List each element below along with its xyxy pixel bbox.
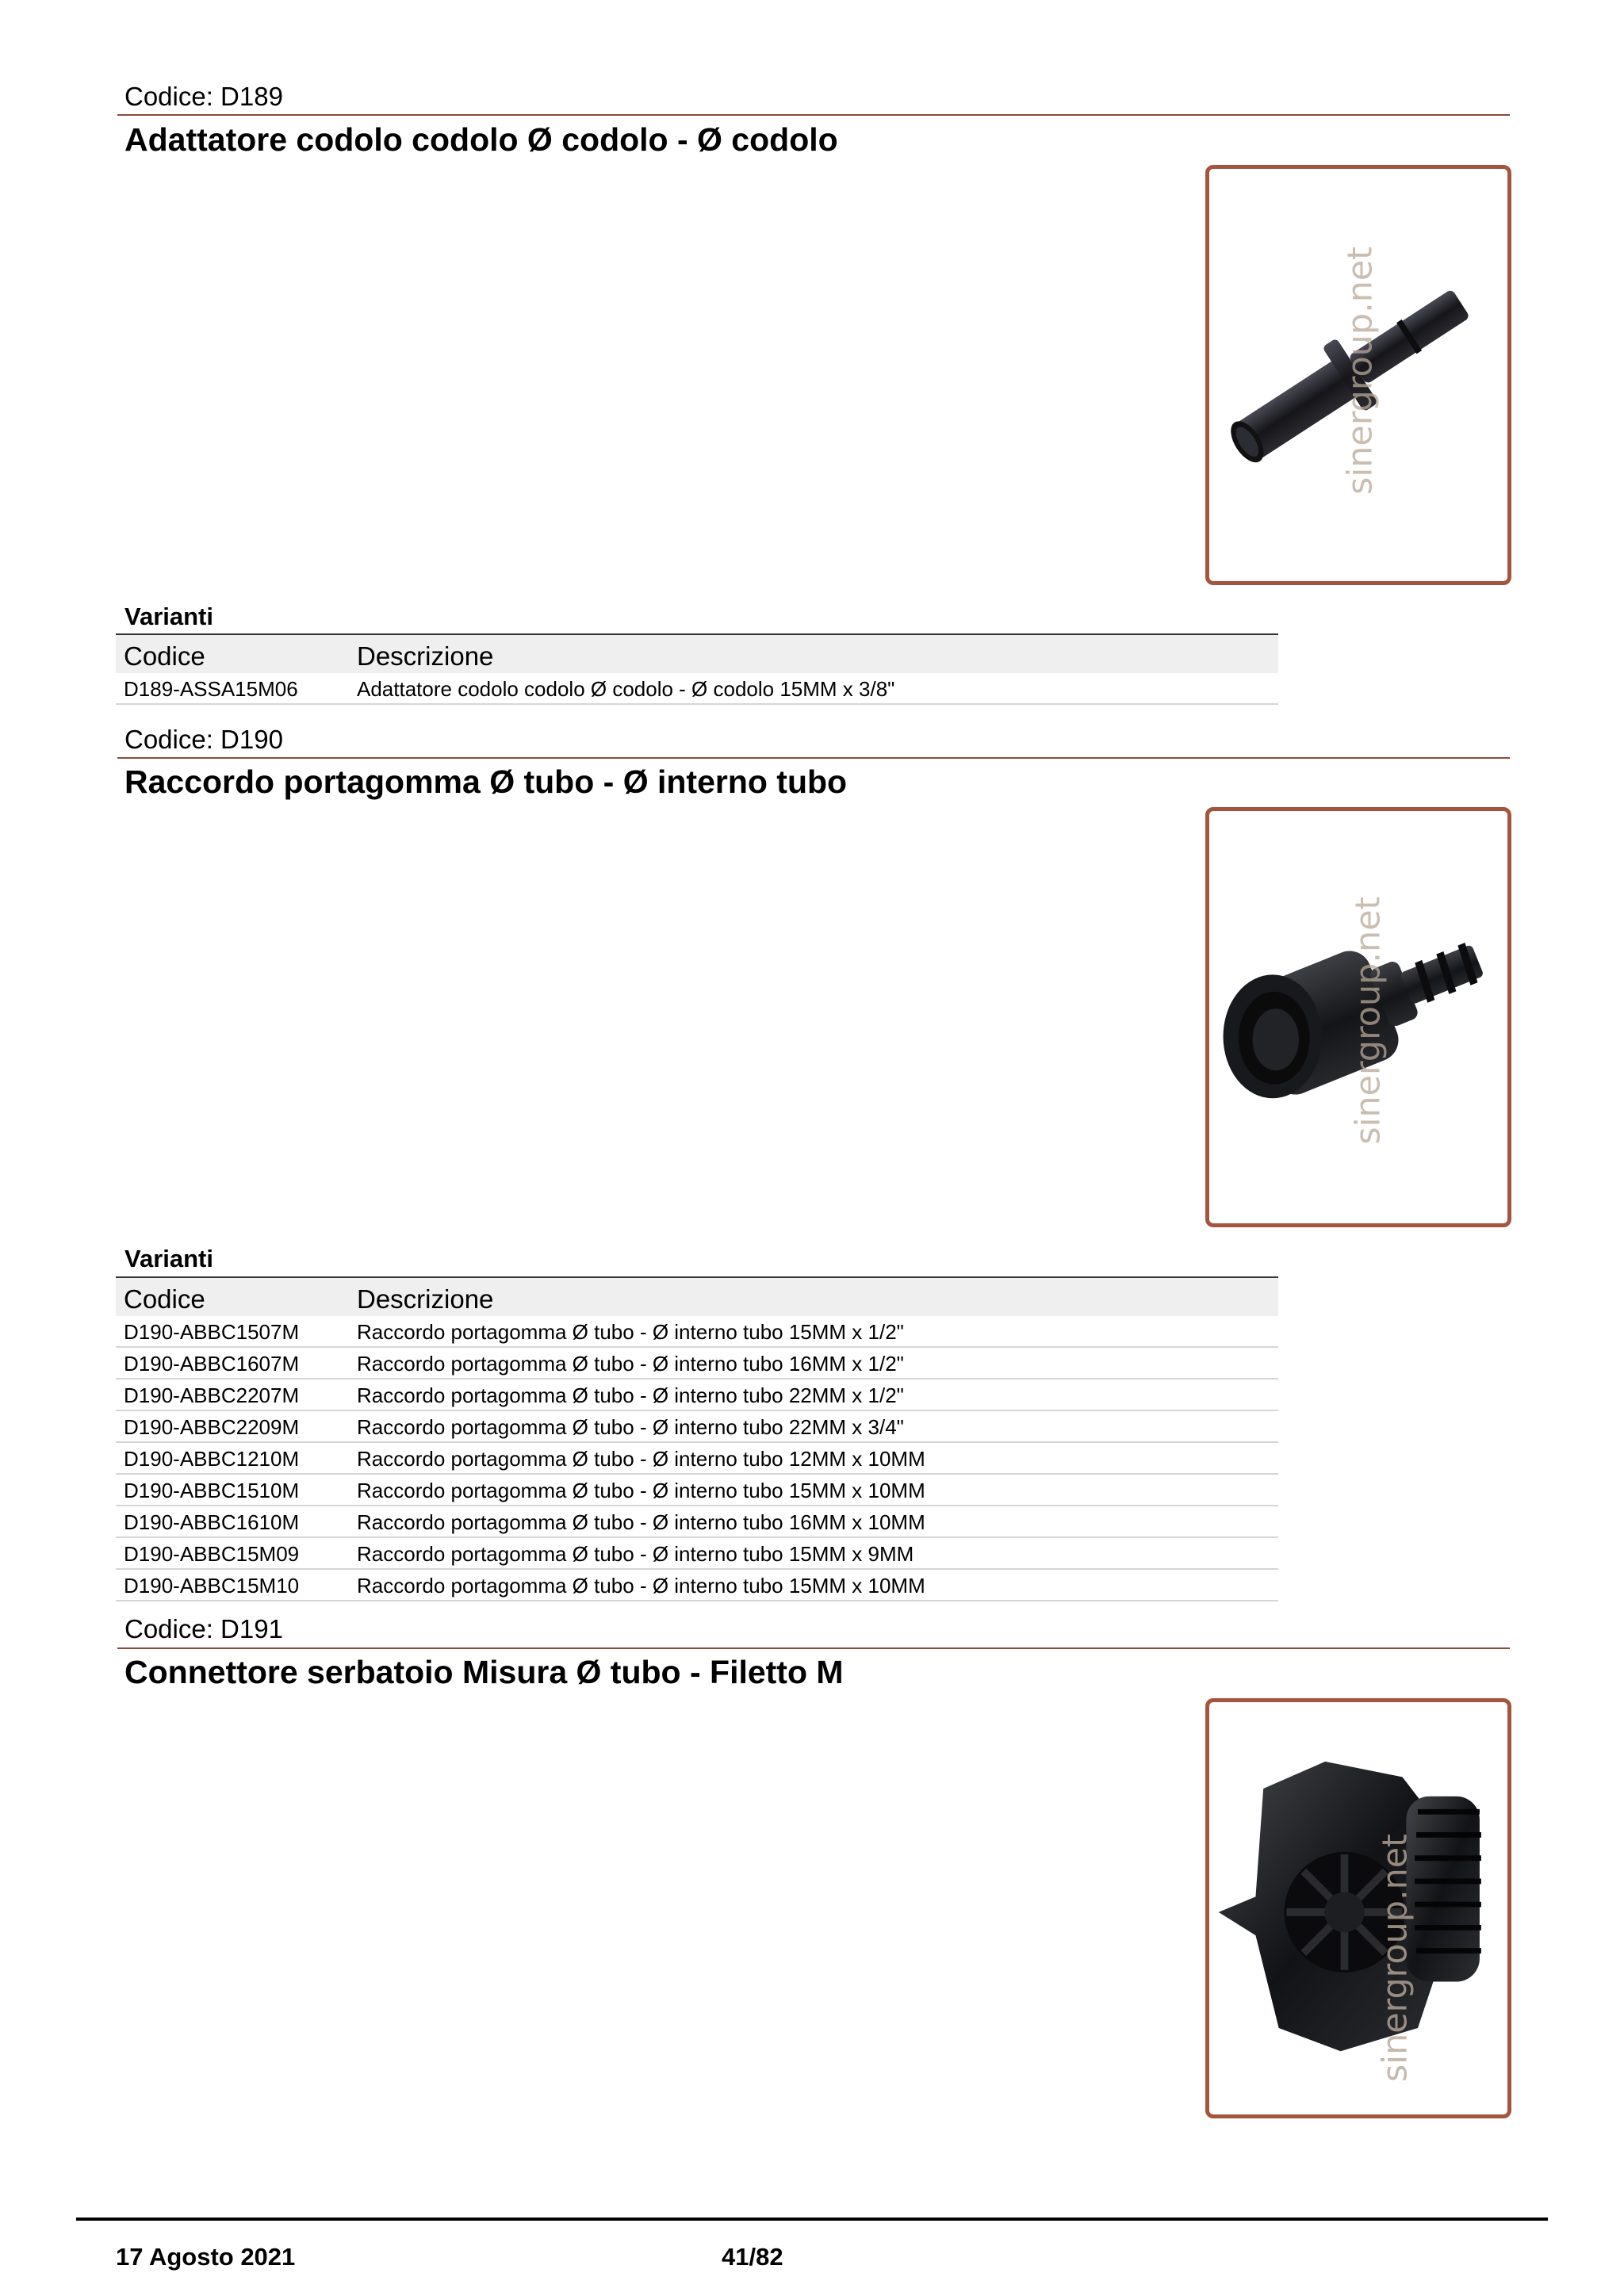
table-row — [116, 1316, 1278, 1347]
variant-code: D190-ABBC1210M — [116, 1442, 349, 1474]
product-title: Raccordo portagomma Ø tubo - Ø interno tubo — [124, 763, 848, 800]
variant-description: Adattatore codolo codolo Ø codolo - Ø codolo 15MM x 3/8" — [349, 673, 1278, 704]
footer-date: 17 Agosto 2021 — [116, 2243, 296, 2271]
product-photo — [1205, 165, 1511, 585]
varianti-heading: Varianti — [124, 603, 213, 630]
column-header-codice: Codice — [116, 634, 349, 673]
table-row — [116, 1410, 1278, 1442]
variant-description: Raccordo portagomma Ø tubo - Ø interno tubo 22MM x 1/2" — [349, 1379, 1278, 1410]
table-row — [116, 1506, 1278, 1537]
product-code-label: Codice: D190 — [124, 725, 283, 754]
variant-description: Raccordo portagomma Ø tubo - Ø interno tubo 15MM x 10MM — [349, 1569, 1278, 1601]
section-divider — [117, 1647, 1510, 1649]
watermark-text: sinergroup.net — [1375, 1834, 1415, 2083]
table-row — [116, 1442, 1278, 1474]
table-row — [116, 1474, 1278, 1506]
table-row — [116, 1379, 1278, 1410]
tank-connector-image — [1209, 1702, 1507, 2114]
table-header-row — [116, 634, 1278, 673]
variant-code: D190-ABBC1610M — [116, 1506, 349, 1537]
product-photo — [1205, 1698, 1511, 2118]
product-photo — [1205, 807, 1511, 1227]
variant-description: Raccordo portagomma Ø tubo - Ø interno tubo 16MM x 10MM — [349, 1506, 1278, 1537]
variant-code: D189-ASSA15M06 — [116, 673, 349, 704]
column-header-codice: Codice — [116, 1277, 349, 1316]
varianti-heading: Varianti — [124, 1245, 213, 1272]
table-row — [116, 1569, 1278, 1601]
variant-code: D190-ABBC1607M — [116, 1347, 349, 1379]
variant-code: D190-ABBC1510M — [116, 1474, 349, 1506]
variants-table — [116, 633, 1278, 705]
variant-code: D190-ABBC15M09 — [116, 1537, 349, 1569]
variant-description: Raccordo portagomma Ø tubo - Ø interno tubo 15MM x 1/2" — [349, 1316, 1278, 1347]
table-row — [116, 673, 1278, 704]
column-header-descrizione: Descrizione — [349, 634, 1278, 673]
variant-description: Raccordo portagomma Ø tubo - Ø interno tubo 16MM x 1/2" — [349, 1347, 1278, 1379]
section-divider — [117, 757, 1510, 759]
table-row — [116, 1347, 1278, 1379]
table-row — [116, 1537, 1278, 1569]
variants-table — [116, 1276, 1278, 1601]
variants-table-wrap — [116, 633, 1278, 705]
product-code-label: Codice: D191 — [124, 1614, 283, 1644]
product-code-label: Codice: D189 — [124, 82, 283, 111]
variant-code: D190-ABBC2207M — [116, 1379, 349, 1410]
variant-description: Raccordo portagomma Ø tubo - Ø interno tubo 15MM x 9MM — [349, 1537, 1278, 1569]
variant-code: D190-ABBC2209M — [116, 1410, 349, 1442]
watermark-text: sinergroup.net — [1340, 246, 1381, 495]
column-header-descrizione: Descrizione — [349, 1277, 1278, 1316]
variant-description: Raccordo portagomma Ø tubo - Ø interno tubo 22MM x 3/4" — [349, 1410, 1278, 1442]
variants-table-wrap — [116, 1276, 1278, 1601]
variant-description: Raccordo portagomma Ø tubo - Ø interno tubo 12MM x 10MM — [349, 1442, 1278, 1474]
footer-divider — [76, 2218, 1548, 2221]
product-title: Adattatore codolo codolo Ø codolo - Ø codolo — [124, 121, 838, 158]
variant-description: Raccordo portagomma Ø tubo - Ø interno tubo 15MM x 10MM — [349, 1474, 1278, 1506]
variant-code: D190-ABBC15M10 — [116, 1569, 349, 1601]
adapter-image — [1209, 169, 1507, 581]
page-number: 41/82 — [722, 2243, 783, 2271]
product-title: Connettore serbatoio Misura Ø tubo - Filetto M — [124, 1654, 844, 1690]
hose-barb-fitting-image — [1209, 811, 1507, 1223]
watermark-text: sinergroup.net — [1348, 896, 1388, 1145]
variant-code: D190-ABBC1507M — [116, 1316, 349, 1347]
section-divider — [117, 114, 1510, 116]
table-header-row — [116, 1277, 1278, 1316]
